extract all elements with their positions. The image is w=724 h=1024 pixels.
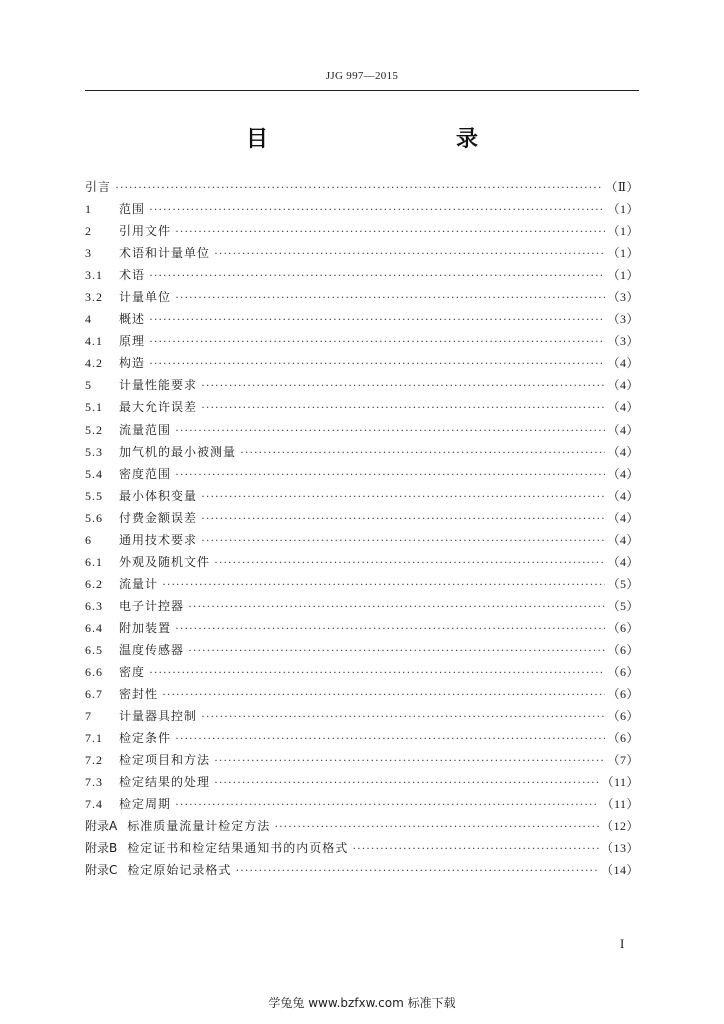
toc-entry-label: 密度范围 <box>119 466 172 481</box>
toc-entry-number: 7.3 <box>85 775 103 790</box>
toc-entry-number: 3 <box>85 246 92 261</box>
toc-entry-4-1[interactable] <box>85 330 639 352</box>
toc-entry-appendix-a[interactable] <box>85 815 639 837</box>
toc-entry-page: （7） <box>607 753 639 768</box>
toc-leader-dots <box>162 573 605 595</box>
toc-entry-label: 引用文件 <box>119 224 172 239</box>
toc-entry-number: 7 <box>85 709 92 724</box>
toc-leader-dots <box>201 529 605 551</box>
toc-entry-page: （6） <box>607 665 639 680</box>
toc-entry-7-2[interactable] <box>85 749 639 771</box>
toc-entry-number: 6.1 <box>85 554 103 569</box>
toc-entry-5[interactable] <box>85 374 639 396</box>
toc-entry-label: 加气机的最小被测量 <box>119 444 237 459</box>
toc-entry-7-3[interactable] <box>85 771 639 793</box>
toc-leader-dots <box>175 220 605 242</box>
page-title: 目 录 <box>245 127 526 152</box>
toc-entry-page: （4） <box>607 466 639 481</box>
toc-entry-appendix-b[interactable] <box>85 837 639 859</box>
toc-entry-6-6[interactable] <box>85 661 639 683</box>
toc-entry-5-1[interactable] <box>85 396 639 418</box>
toc-entry-number: 附录A <box>85 819 118 834</box>
toc-leader-dots <box>214 771 599 793</box>
toc-entry-label: 温度传感器 <box>119 642 185 657</box>
toc-entry-label: 通用技术要求 <box>119 532 198 547</box>
toc-entry-page: （14） <box>600 863 639 878</box>
toc-entry-page: （3） <box>607 312 639 327</box>
toc-entry-label: 外观及随机文件 <box>119 554 211 569</box>
toc-entry-page: （11） <box>601 775 639 790</box>
toc-entry-page: （4） <box>607 400 639 415</box>
toc-entry-page: （11） <box>601 797 639 812</box>
toc-leader-dots <box>352 837 599 859</box>
toc-leader-dots <box>149 308 605 330</box>
toc-leader-dots <box>162 683 605 705</box>
toc-entry-number: 4 <box>85 312 92 327</box>
toc-entry-page: （6） <box>607 642 639 657</box>
toc-entry-label: 计量单位 <box>119 290 172 305</box>
toc-leader-dots <box>201 396 605 418</box>
toc-leader-dots <box>201 485 605 507</box>
toc-entry-5-2[interactable] <box>85 419 639 441</box>
toc-leader-dots <box>115 176 603 198</box>
toc-leader-dots <box>201 507 605 529</box>
toc-entry-page: （4） <box>607 510 639 525</box>
toc-entry-label: 检定项目和方法 <box>119 753 211 768</box>
toc-entry-4[interactable] <box>85 308 639 330</box>
toc-entry-page: （6） <box>607 731 639 746</box>
toc-entry-label: 电子计控器 <box>119 598 185 613</box>
toc-entry-label: 流量范围 <box>119 422 172 437</box>
toc-entry-number: 5 <box>85 378 92 393</box>
toc-entry-number: 3.1 <box>85 268 103 283</box>
toc-entry-number: 附录B <box>85 841 118 856</box>
standard-code-header: JJG 997—2015 <box>325 70 399 82</box>
toc-leader-dots <box>274 815 599 837</box>
toc-entry-number: 6 <box>85 532 92 547</box>
toc-entry-number: 7.1 <box>85 731 103 746</box>
toc-entry-number: 5.4 <box>85 466 103 481</box>
header-divider <box>85 90 639 91</box>
toc-leader-dots <box>175 286 605 308</box>
toc-entry-label: 检定证书和检定结果通知书的内页格式 <box>127 841 349 856</box>
toc-entry-5-5[interactable] <box>85 485 639 507</box>
toc-entry-number: 附录C <box>85 863 118 878</box>
toc-entry-3-1[interactable] <box>85 264 639 286</box>
toc-entry-number: 5.3 <box>85 444 103 459</box>
toc-entry-label: 术语 <box>119 268 146 283</box>
toc-entry-label: 最小体积变量 <box>119 488 198 503</box>
toc-entry-6-7[interactable] <box>85 683 639 705</box>
toc-leader-dots <box>175 793 599 815</box>
toc-entry-page: （4） <box>607 532 639 547</box>
toc-leader-dots <box>175 617 605 639</box>
toc-entry-7-1[interactable] <box>85 727 639 749</box>
toc-entry-label: 流量计 <box>119 576 159 591</box>
toc-entry-3-2[interactable] <box>85 286 639 308</box>
toc-entry-3[interactable] <box>85 242 639 264</box>
toc-entry-label: 密度 <box>119 665 146 680</box>
toc-entry-page: （4） <box>607 444 639 459</box>
toc-entry-4-2[interactable] <box>85 352 639 374</box>
toc-entry-number: 6.2 <box>85 576 103 591</box>
toc-entry-label: 计量性能要求 <box>119 378 198 393</box>
toc-entry-1[interactable] <box>85 198 639 220</box>
toc-entry-label: 密封性 <box>119 687 159 702</box>
table-of-contents <box>85 176 639 882</box>
toc-entry-5-4[interactable] <box>85 463 639 485</box>
toc-leader-dots <box>149 330 605 352</box>
toc-entry-6[interactable] <box>85 529 639 551</box>
toc-entry-label: 计量器具控制 <box>119 709 198 724</box>
toc-leader-dots <box>240 441 605 463</box>
toc-entry-page: （6） <box>607 687 639 702</box>
toc-entry-page: （Ⅱ） <box>605 180 639 194</box>
toc-entry-number: 1 <box>85 202 92 217</box>
toc-entry-intro[interactable] <box>85 176 639 198</box>
toc-leader-dots <box>175 463 605 485</box>
toc-entry-number: 6.4 <box>85 620 103 635</box>
toc-entry-number: 5.2 <box>85 422 103 437</box>
toc-leader-dots <box>149 264 605 286</box>
toc-entry-number: 7.4 <box>85 797 103 812</box>
toc-entry-6-3[interactable] <box>85 595 639 617</box>
toc-leader-dots <box>235 859 599 881</box>
toc-entry-label: 原理 <box>119 334 146 349</box>
toc-entry-number: 6.3 <box>85 598 103 613</box>
toc-entry-7-4[interactable] <box>85 793 639 815</box>
toc-entry-label: 引言 <box>85 180 112 194</box>
toc-leader-dots <box>201 705 605 727</box>
toc-leader-dots <box>201 374 605 396</box>
toc-entry-page: （4） <box>607 422 639 437</box>
toc-entry-number: 5.6 <box>85 510 103 525</box>
footer-watermark: 学兔兔 www.bzfxw.com 标准下载 <box>268 996 456 1010</box>
toc-leader-dots <box>149 198 605 220</box>
toc-entry-6-4[interactable] <box>85 617 639 639</box>
toc-entry-2[interactable] <box>85 220 639 242</box>
toc-entry-label: 构造 <box>119 356 146 371</box>
toc-entry-label: 标准质量流量计检定方法 <box>127 819 271 834</box>
toc-entry-page: （6） <box>607 709 639 724</box>
toc-entry-6-5[interactable] <box>85 639 639 661</box>
toc-entry-label: 概述 <box>119 312 146 327</box>
toc-entry-number: 4.2 <box>85 356 103 371</box>
toc-entry-number: 5.5 <box>85 488 103 503</box>
toc-entry-appendix-c[interactable] <box>85 859 639 881</box>
toc-entry-number: 6.6 <box>85 665 103 680</box>
toc-entry-number: 6.7 <box>85 687 103 702</box>
toc-entry-label: 付费金额误差 <box>119 510 198 525</box>
toc-entry-label: 检定条件 <box>119 731 172 746</box>
toc-entry-page: （1） <box>607 224 639 239</box>
toc-entry-page: （1） <box>607 268 639 283</box>
toc-entry-page: （4） <box>607 356 639 371</box>
toc-entry-label: 检定周期 <box>119 797 172 812</box>
toc-entry-6-2[interactable] <box>85 573 639 595</box>
toc-entry-page: （3） <box>607 334 639 349</box>
toc-entry-label: 术语和计量单位 <box>119 246 211 261</box>
toc-entry-label: 检定结果的处理 <box>119 775 211 790</box>
toc-entry-page: （6） <box>607 620 639 635</box>
toc-leader-dots <box>188 639 605 661</box>
toc-leader-dots <box>214 242 605 264</box>
toc-entry-number: 6.5 <box>85 642 103 657</box>
toc-entry-page: （5） <box>607 576 639 591</box>
toc-entry-5-3[interactable] <box>85 441 639 463</box>
page-number: I <box>620 936 625 951</box>
toc-leader-dots <box>149 352 605 374</box>
toc-leader-dots <box>175 727 605 749</box>
toc-entry-6-1[interactable] <box>85 551 639 573</box>
toc-entry-page: （13） <box>600 841 639 856</box>
toc-entry-number: 3.2 <box>85 290 103 305</box>
toc-entry-label: 范围 <box>119 202 146 217</box>
toc-entry-number: 7.2 <box>85 753 103 768</box>
toc-entry-page: （4） <box>607 554 639 569</box>
toc-entry-number: 4.1 <box>85 334 103 349</box>
toc-entry-label: 最大允许误差 <box>119 400 198 415</box>
toc-entry-page: （4） <box>607 488 639 503</box>
toc-entry-label: 检定原始记录格式 <box>127 863 232 878</box>
toc-entry-7[interactable] <box>85 705 639 727</box>
toc-entry-page: （3） <box>607 290 639 305</box>
toc-entry-number: 5.1 <box>85 400 103 415</box>
toc-entry-page: （4） <box>607 378 639 393</box>
toc-leader-dots <box>175 419 605 441</box>
toc-entry-page: （5） <box>607 598 639 613</box>
toc-entry-page: （1） <box>607 246 639 261</box>
toc-entry-page: （12） <box>600 819 639 834</box>
toc-entry-number: 2 <box>85 224 92 239</box>
toc-entry-5-6[interactable] <box>85 507 639 529</box>
toc-leader-dots <box>214 551 605 573</box>
toc-entry-label: 附加装置 <box>119 620 172 635</box>
toc-leader-dots <box>149 661 605 683</box>
toc-entry-page: （1） <box>607 202 639 217</box>
toc-leader-dots <box>214 749 605 771</box>
toc-leader-dots <box>188 595 605 617</box>
